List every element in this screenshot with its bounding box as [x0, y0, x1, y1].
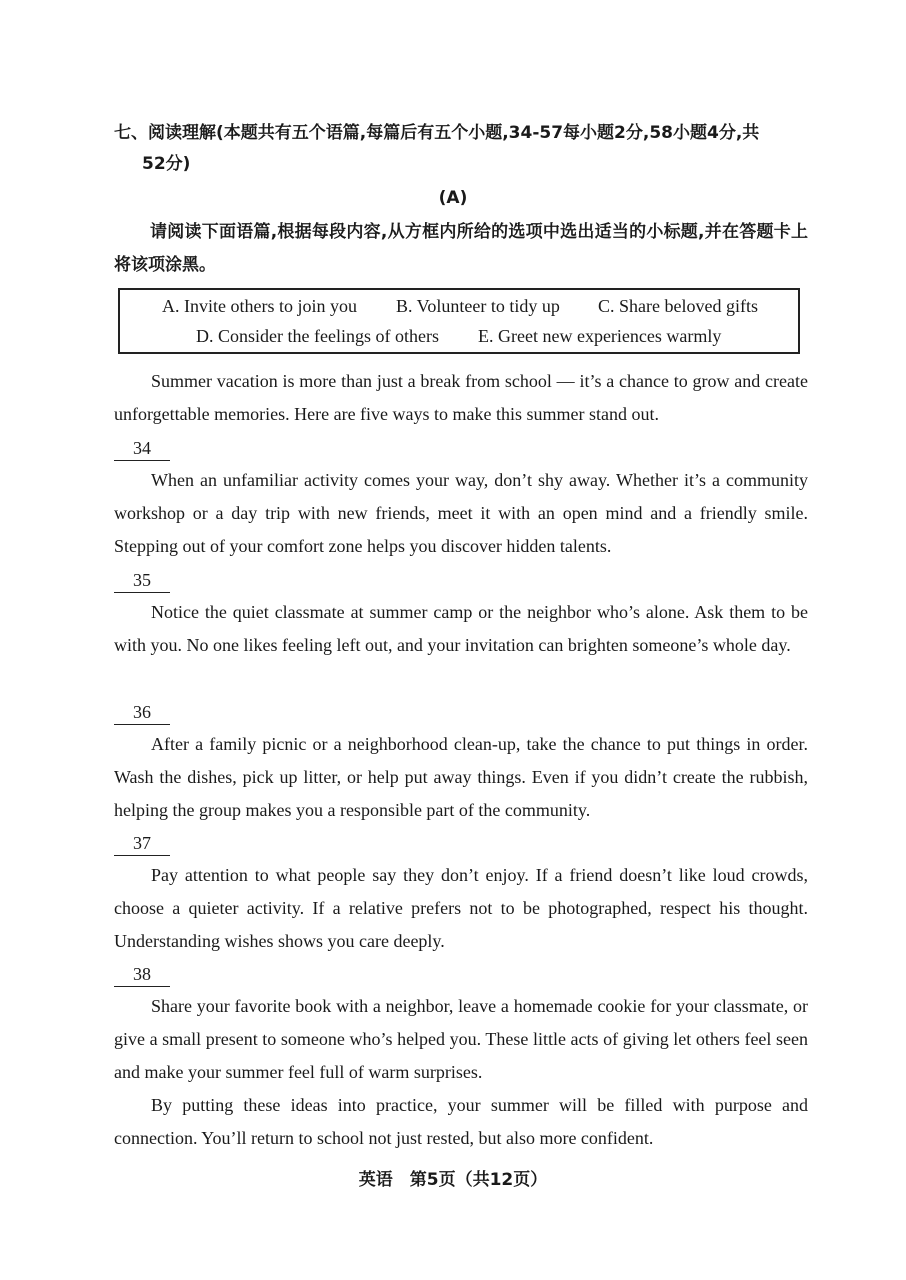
- paragraph-37: Pay attention to what people say they don’t enjoy. If a friend doesn’t like loud crowds, choose a quieter activity. If a relative prefers not to be photographed, respect his thought. Understanding wishes shows you care deeply.: [114, 865, 808, 951]
- passage-intro: Summer vacation is more than just a break from school — it’s a chance to grow and create unforgettable memories. Here are five ways to make this summer stand out.: [114, 371, 808, 424]
- page-footer: 英语 第5页（共12页）: [358, 1170, 548, 1190]
- part-label: (A): [438, 188, 468, 208]
- answer-blank-34: 34: [114, 436, 170, 461]
- paragraph-36: After a family picnic or a neighborhood clean-up, take the chance to put things in order. Wash the dishes, pick up litter, or help put away things. Even if you didn’t create the rubbish, helping the group makes you a responsible part of the community.: [114, 734, 808, 820]
- option-a: A. Invite others to join you: [162, 296, 357, 316]
- passage-conclusion: By putting these ideas into practice, your summer will be filled with purpose and connection. You’ll return to school not just rested, but also more confident.: [114, 1095, 808, 1148]
- section-heading-line2: 52分): [142, 154, 191, 174]
- paragraph-34: When an unfamiliar activity comes your way, don’t shy away. Whether it’s a community workshop or a day trip with new friends, meet it with an open mind and a friendly smile. Stepping out of your comfort zone helps you discover hidden talents.: [114, 470, 808, 556]
- options-box: [118, 288, 800, 354]
- option-c: C. Share beloved gifts: [598, 296, 758, 316]
- section-heading-line1: 七、阅读理解(本题共有五个语篇,每篇后有五个小题,34-57每小题2分,58小题4分,共: [114, 123, 760, 143]
- answer-blank-37: 37: [114, 831, 170, 856]
- section-heading: [114, 118, 814, 180]
- instructions: 请阅读下面语篇,根据每段内容,从方框内所给的选项中选出适当的小标题,并在答题卡上将该项涂黑。: [114, 222, 808, 275]
- paragraph-38: Share your favorite book with a neighbor, leave a homemade cookie for your classmate, or give a small present to someone who’s helped you. These little acts of giving let others feel seen and make your summer feel full of warm surprises.: [114, 996, 808, 1082]
- option-e: E. Greet new experiences warmly: [478, 326, 722, 346]
- option-b: B. Volunteer to tidy up: [396, 296, 560, 316]
- answer-blank-36: 36: [114, 700, 170, 725]
- answer-blank-38: 38: [114, 962, 170, 987]
- paragraph-35: Notice the quiet classmate at summer camp or the neighbor who’s alone. Ask them to be with you. No one likes feeling left out, and your invitation can brighten someone’s whole day.: [114, 602, 808, 655]
- answer-blank-35: 35: [114, 568, 170, 593]
- option-d: D. Consider the feelings of others: [196, 326, 439, 346]
